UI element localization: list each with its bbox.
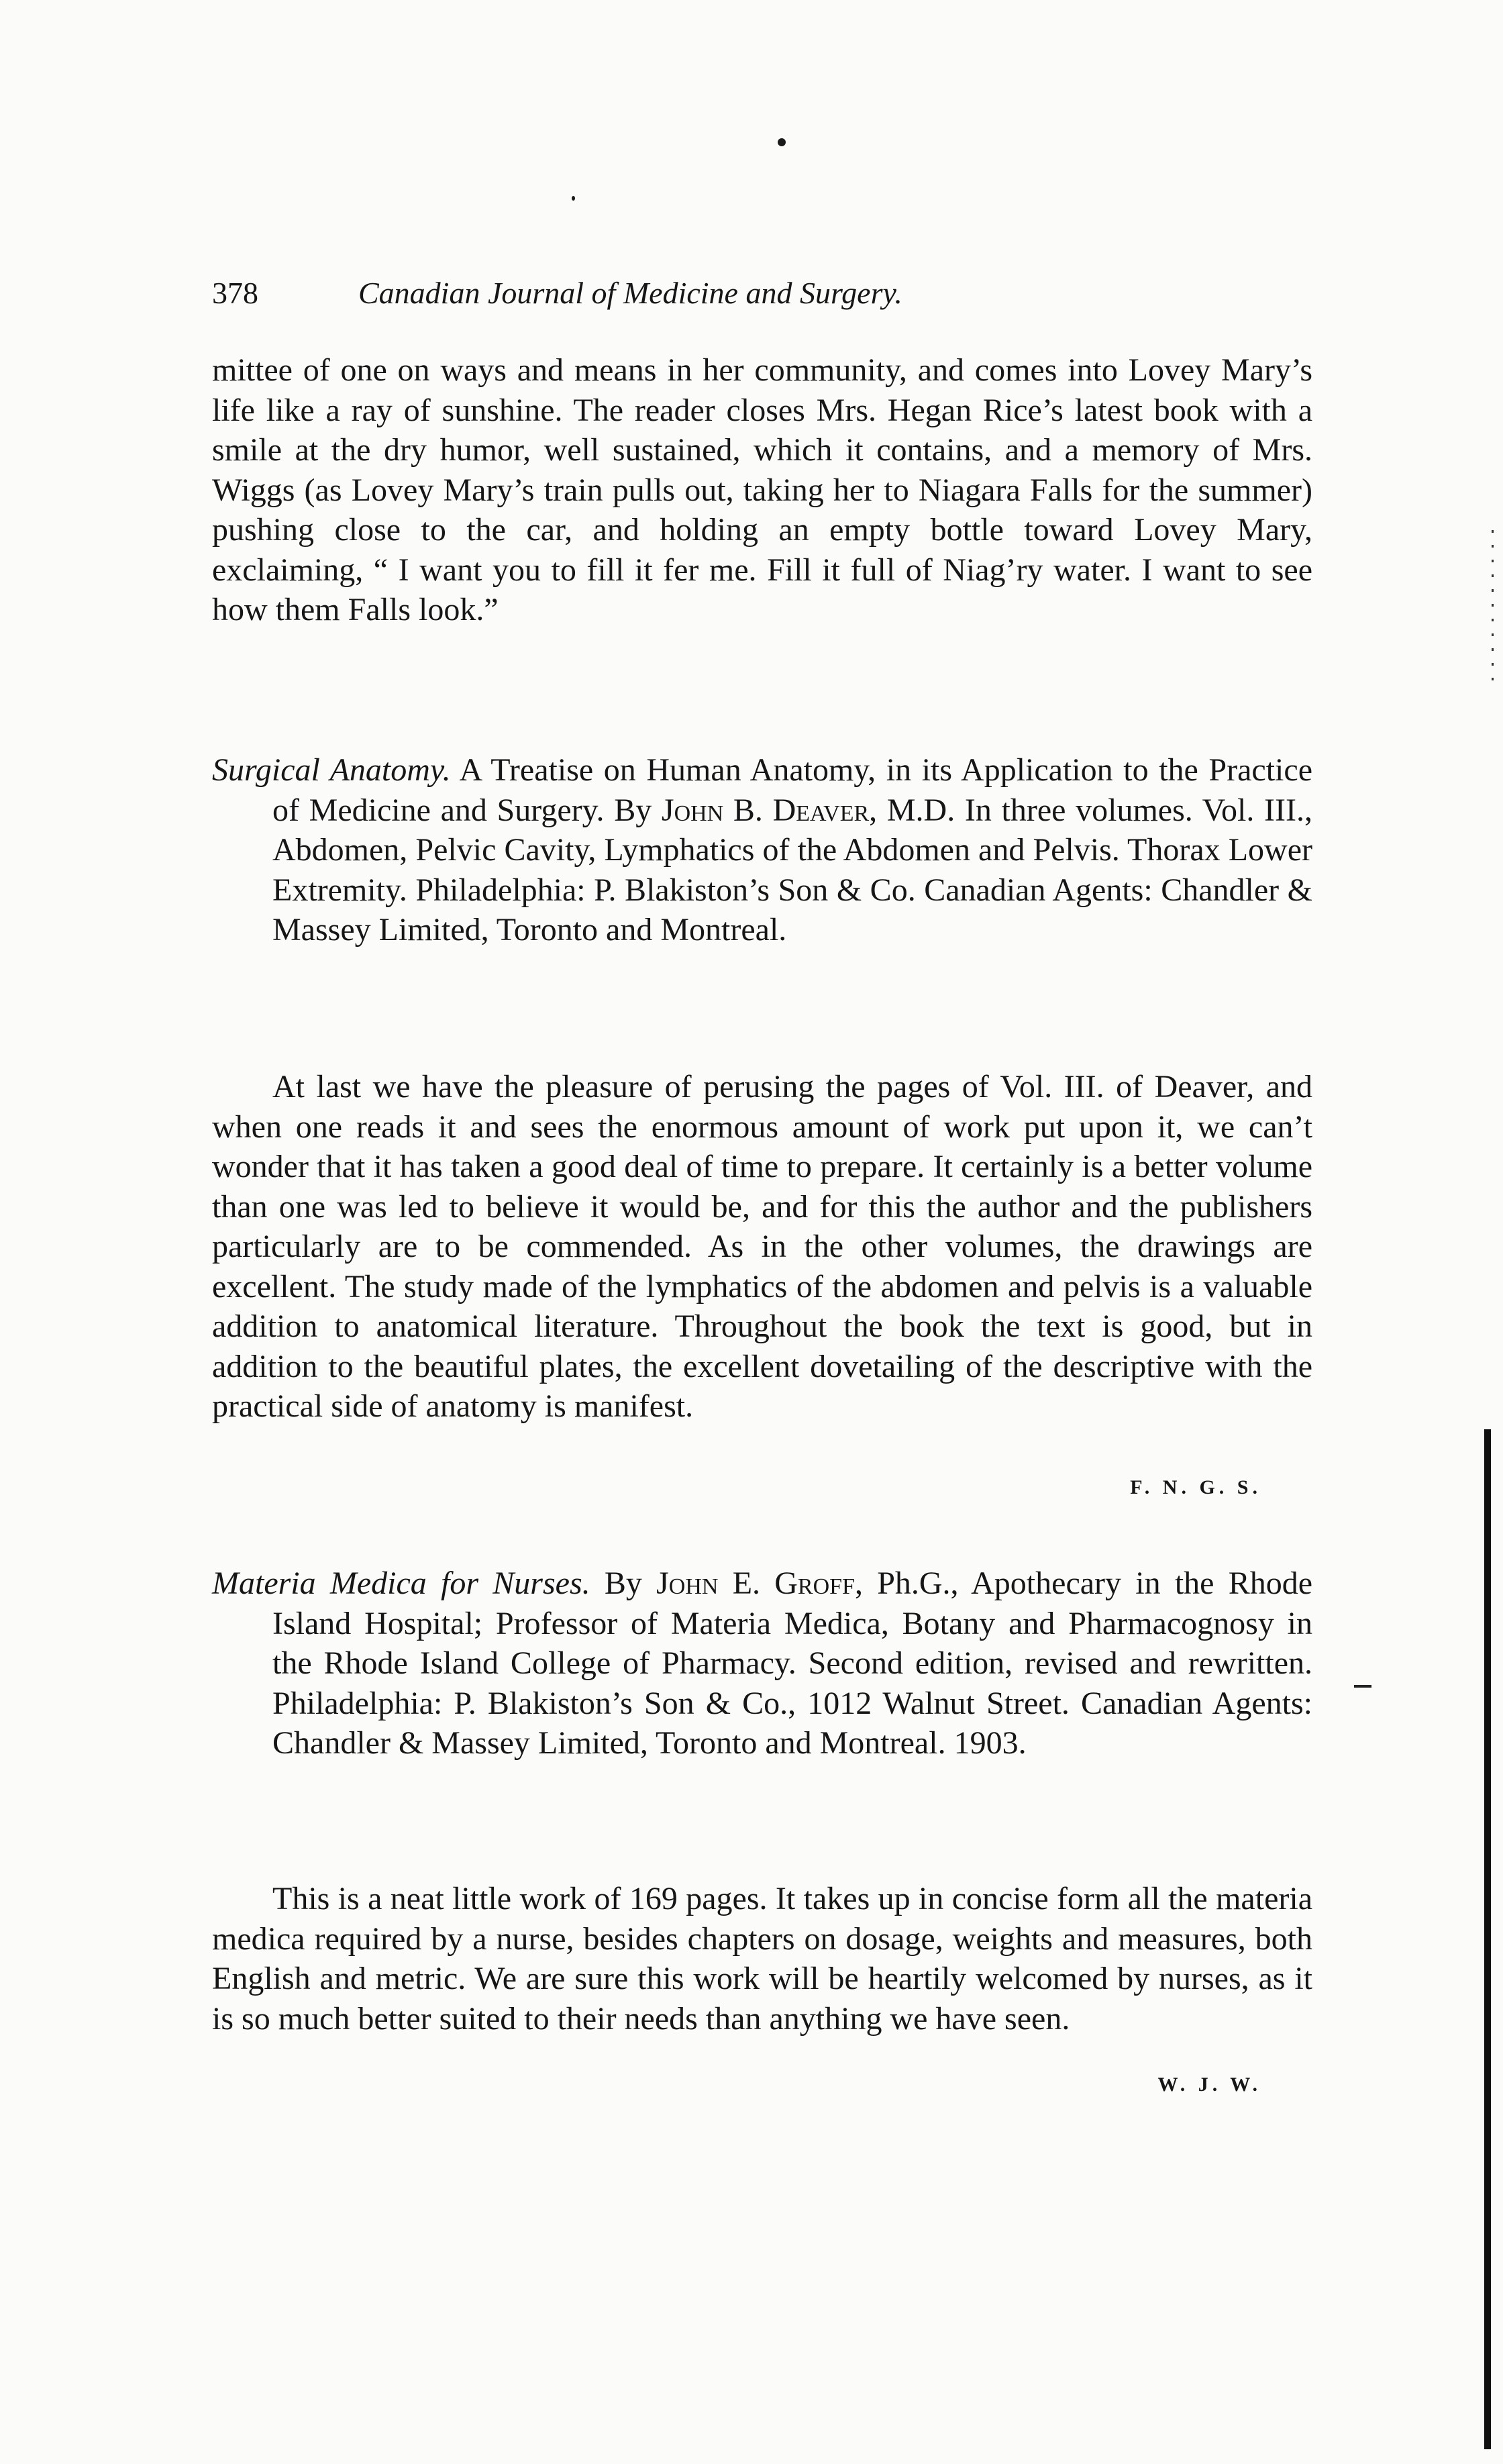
opening-paragraph	[212, 350, 1312, 630]
speck-mark	[572, 196, 575, 201]
scan-edge-marks	[1492, 530, 1494, 684]
reviewer-signature: F. N. G. S.	[1130, 1476, 1261, 1498]
citation-text-cont: Ph.G., Apothecary in the Rhode Island Hospital; Professor of Materia Medica, Botany and Pharmacognosy in the Rhode Island College of Pharmacy. Second edition, revised and rewritten. Philadelphia: P. Blakiston’s Son & Co., 1012 Walnut Street. Canadian Agents: Chandler & Massey Limited, Toronto and Montreal. 1903.	[272, 1565, 1313, 1761]
book-title: Materia Medica for Nurses.	[212, 1565, 590, 1601]
review-surgical-anatomy	[212, 750, 1312, 950]
author-name: John B. Deaver,	[661, 792, 878, 828]
margin-dash	[1354, 1685, 1371, 1688]
citation-text: A Treatise on Human Anatomy, in its Application to the Practice of Medicine and Surgery. By	[272, 752, 1313, 828]
author-name: John E. Groff,	[656, 1565, 863, 1601]
citation-text: By	[590, 1565, 657, 1601]
page-number: 378	[212, 276, 258, 310]
review-materia-medica-body	[212, 1879, 1312, 2039]
speck-mark	[778, 138, 786, 146]
reviewer-signature: W. J. W.	[1157, 2073, 1261, 2096]
scan-edge-bar	[1484, 1429, 1491, 2449]
citation-text-cont: M.D. In three volumes. Vol. III., Abdomen, Pelvic Cavity, Lymphatics of the Abdomen and Pelvis. Thorax Lower Extremity. Philadelphia: P. Blakiston’s Son & Co. Canadian Agents: Chandler & Massey Limited, Toronto and Montreal.	[272, 792, 1312, 947]
opening-text: mittee of one on ways and means in her community, and comes into Lovey Mary’s life like a ray of sunshine. The reader closes Mrs. Hegan Rice’s latest book with a smile at the dry humor, well sustained, which it contains, and a memory of Mrs. Wiggs (as Lovey Mary’s train pulls out, taking her to Niagara Falls for the summer) pushing close to the car, and holding an empty bottle toward Lovey Mary, exclaiming, “ I want you to fill it fer me. Fill it full of Niag’ry water. I want to see how them Falls look.”	[212, 352, 1312, 627]
review-body-text: At last we have the pleasure of perusing the pages of Vol. III. of Deaver, and when one reads it and sees the enormous amount of work put upon it, we can’t wonder that it has taken a good deal of time to prepare. It certainly is a better volume than one was led to believe it would be, and for this the author and the publishers particularly are to be commended. As in the other volumes, the drawings are excellent. The study made of the lymphatics of the abdomen and pelvis is a valuable addition to anatomical literature. Throughout the book the text is good, but in addition to the beautiful plates, the excellent dovetailing of the descriptive with the practical side of anatomy is manifest.	[212, 1069, 1312, 1424]
review-surgical-anatomy-body	[212, 1067, 1312, 1427]
book-title: Surgical Anatomy.	[212, 752, 451, 788]
running-header	[212, 270, 1312, 317]
review-body-text: This is a neat little work of 169 pages. It takes up in concise form all the materia medica required by a nurse, besides chapters on dosage, weights and measures, both English and metric. We are sure this work will be heartily welcomed by nurses, as it is so much better suited to their needs than anything we have seen.	[212, 1881, 1312, 2037]
journal-title: Canadian Journal of Medicine and Surgery.	[358, 276, 902, 310]
review-citation	[212, 750, 1312, 950]
review-materia-medica	[212, 1563, 1312, 1763]
review-citation	[212, 1563, 1312, 1763]
